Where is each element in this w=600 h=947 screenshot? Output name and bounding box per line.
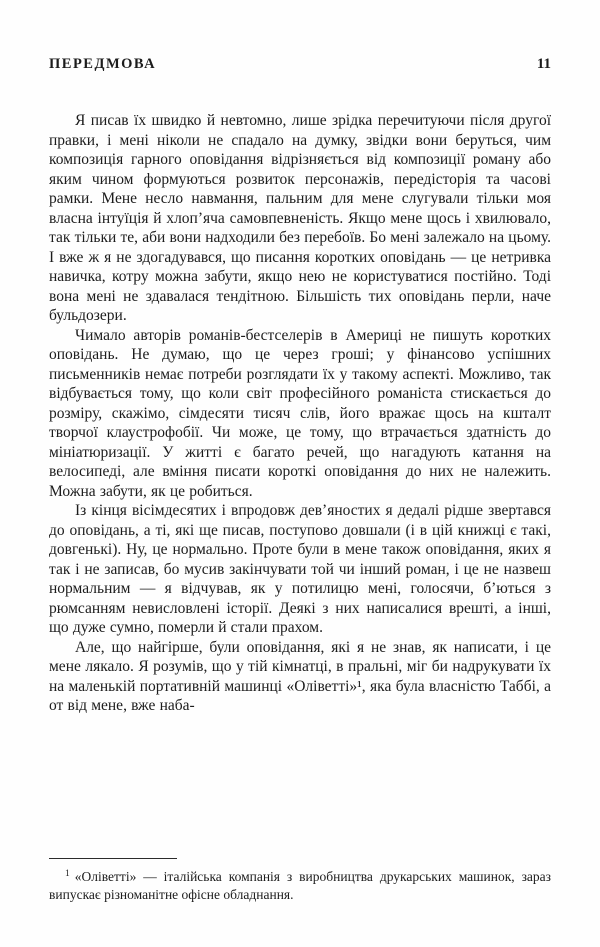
body-text <box>49 111 551 716</box>
footnote-block <box>49 858 551 903</box>
page-number: 11 <box>536 56 551 72</box>
paragraph: Чимало авторів романів-бестселерів в Америці не пишуть коротких оповідань. Не думаю, що це через гроші; у фінансово успішних письменників немає потреби розглядати їх у такому аспекті. Можливо, так відбувається тому, що коли світ професійного романіста стискається до розміру, скажімо, сімдесяти тисяч слів, його вражає щось на кшталт творчої клаустрофобії. Чи може, це тому, що втрачається здатність до мініатюризації. У житті є багато речей, що нагадують катання на велосипеді, але вміння писати короткі оповідання до них не належить. Можна забути, як це робиться. <box>49 326 551 500</box>
footnote-divider <box>49 858 177 859</box>
paragraph: Я писав їх швидко й невтомно, лише зрідка перечитуючи після другої правки, і мені ніколи не спадало на думку, звідки вони беруться, чим композиція гарного оповідання відрізняється від композиції роману або яким чином формуються розвиток персонажів, передісторія та часові рамки. Мене несло навмання, пальним для мене слугували тільки моя власна інтуїція й хлоп’яча самовпевненість. Якщо мене щось і хвилювало, так тільки те, аби вони надходили без перебоїв. Бо мені залежало на цьому. І вже ж я не здогадувався, що писання коротких оповідань — це нетривка навичка, котру можна забути, якщо нею не користуватися постійно. Тоді вона мені не здавалася тендітною. Більшість тих оповідань перли, наче бульдозери. <box>49 112 551 324</box>
paragraph: Але, що найгірше, були оповідання, які я не знав, як написати, і це мене лякало. Я розумів, що у тій кімнатці, в пральні, міг би надрукувати їх на маленькій портативній машинці «Оліветті»¹, яка була власністю Таббі, а от від мене, вже наба- <box>49 638 551 714</box>
footnote-marker: 1 <box>65 868 70 879</box>
footnote-text: «Оліветті» — італійська компанія з виробництва друкарських машинок, зараз випускає різноманітне офісне обладнання. <box>49 869 551 902</box>
paragraph: Із кінця вісімдесятих і впродовж дев’яностих я дедалі рідше звертався до оповідань, а ті, які ще писав, поступово довшали (і в цій книжці є такі, довгенькі). Ну, це нормально. Проте були в мене також оповідання, яких я так і не записав, бо мусив закінчувати той чи інший роман, і це не назвеш нормальним — я відчував, як у потилицю мені, голосячи, б’ються з рюмсанням невисловлені історії. Деякі з них написалися врешті, а інші, що дуже сумно, померли й стали прахом. <box>49 502 551 636</box>
running-head <box>49 56 551 73</box>
footnote <box>49 868 551 903</box>
running-head-title: ПЕРЕДМОВА <box>49 56 157 72</box>
